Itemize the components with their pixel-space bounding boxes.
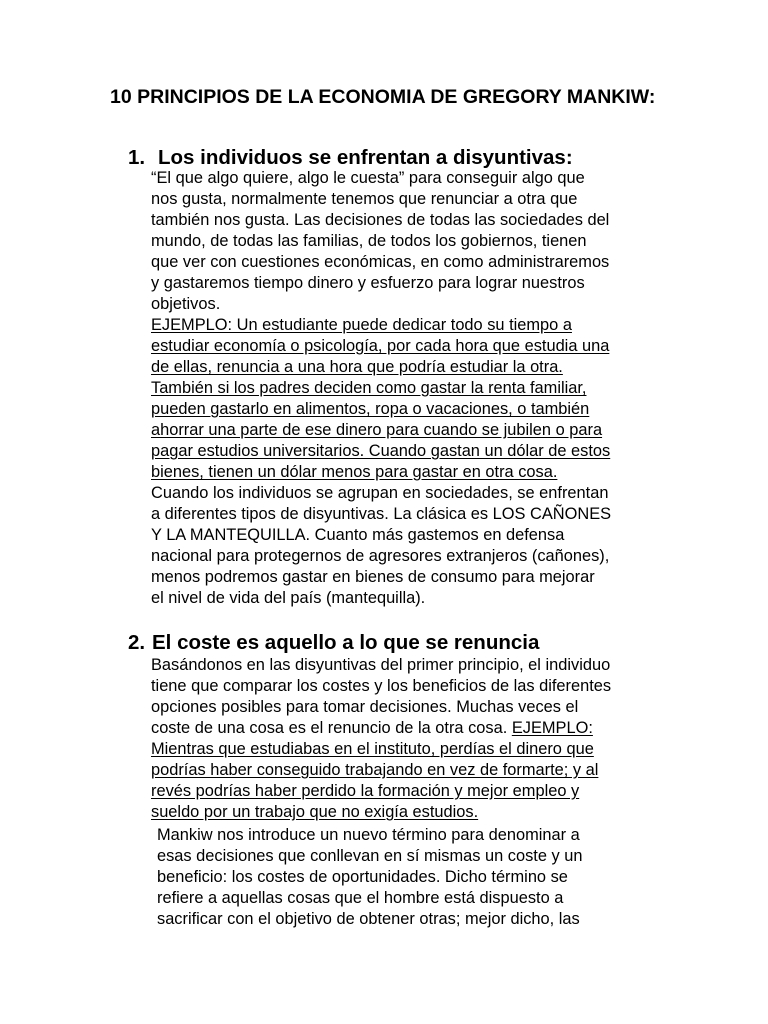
text-line: sacrificar con el objetivo de obtener otras; mejor dicho, las	[157, 910, 580, 928]
text-line: “El que algo quiere, algo le cuesta” para conseguir algo que	[151, 169, 585, 187]
example-line: estudiar economía o psicología, por cada hora que estudia una	[151, 337, 610, 355]
example-line: revés podrías haber perdido la formación y mejor empleo y	[151, 782, 580, 800]
text-line: tiene que comparar los costes y los beneficios de las diferentes	[151, 677, 612, 695]
section-title: Los individuos se enfrentan a disyuntivas:	[158, 146, 573, 169]
text-line: refiere a aquellas cosas que el hombre está dispuesto a	[157, 889, 564, 907]
section-title: El coste es aquello a lo que se renuncia	[152, 631, 540, 654]
section-2-body-continued	[157, 825, 667, 930]
example-line: Mientras que estudiabas en el instituto, perdías el dinero que	[151, 740, 594, 758]
section-1-body	[151, 168, 661, 609]
text-line: Cuando los individuos se agrupan en sociedades, se enfrentan	[151, 484, 609, 502]
text-line: que ver con cuestiones económicas, en como administraremos	[151, 253, 610, 271]
example-line: pueden gastarlo en alimentos, ropa o vacaciones, o también	[151, 400, 590, 418]
text-line: objetivos.	[151, 295, 221, 313]
text-line: Basándonos en las disyuntivas del primer principio, el individuo	[151, 656, 611, 674]
text-line: y gastaremos tiempo dinero y esfuerzo para lograr nuestros	[151, 274, 585, 292]
example-line: de ellas, renuncia a una hora que podría estudiar la otra.	[151, 358, 563, 376]
example-line: También si los padres deciden como gastar la renta familiar,	[151, 379, 587, 397]
section-2-heading	[128, 631, 539, 655]
text-line: opciones posibles para tomar decisiones. Muchas veces el	[151, 698, 579, 716]
example-line: ahorrar una parte de ese dinero para cuando se jubilen o para	[151, 421, 603, 439]
example-line: podrías haber conseguido trabajando en vez de formarte; y al	[151, 761, 599, 779]
text-line: menos podremos gastar en bienes de consumo para mejorar	[151, 568, 595, 586]
section-number: 1.	[128, 146, 146, 169]
text-line: a diferentes tipos de disyuntivas. La clásica es LOS CAÑONES	[151, 505, 612, 523]
text-fragment: coste de una cosa es el renuncio de la otra cosa.	[151, 719, 512, 737]
text-line: esas decisiones que conllevan en sí mismas un coste y un	[157, 847, 583, 865]
text-line: también nos gusta. Las decisiones de todas las sociedades del	[151, 211, 610, 229]
section-2-body	[151, 655, 661, 823]
example-label: EJEMPLO:	[511, 719, 593, 737]
text-line-with-example	[151, 718, 661, 739]
example-line: pagar estudios universitarios. Cuando gastan un dólar de estos	[151, 442, 611, 460]
text-line: nos gusta, normalmente tenemos que renunciar a otra que	[151, 190, 578, 208]
text-line: nacional para protegernos de agresores extranjeros (cañones),	[151, 547, 610, 565]
document-title: 10 PRINCIPIOS DE LA ECONOMIA DE GREGORY MANKIW:	[110, 86, 656, 108]
example-line: bienes, tienen un dólar menos para gastar en otra cosa.	[151, 463, 558, 481]
example-line: sueldo por un trabajo que no exigía estudios.	[151, 803, 479, 821]
section-1-heading	[128, 146, 573, 170]
example-line: EJEMPLO: Un estudiante puede dedicar todo su tiempo a	[151, 316, 572, 334]
text-line: el nivel de vida del país (mantequilla).	[151, 589, 426, 607]
text-line: Y LA MANTEQUILLA. Cuanto más gastemos en defensa	[151, 526, 565, 544]
text-line: Mankiw nos introduce un nuevo término para denominar a	[157, 826, 580, 844]
text-line: mundo, de todas las familias, de todos los gobiernos, tienen	[151, 232, 587, 250]
section-number: 2.	[128, 631, 146, 654]
text-line: beneficio: los costes de oportunidades. Dicho término se	[157, 868, 568, 886]
